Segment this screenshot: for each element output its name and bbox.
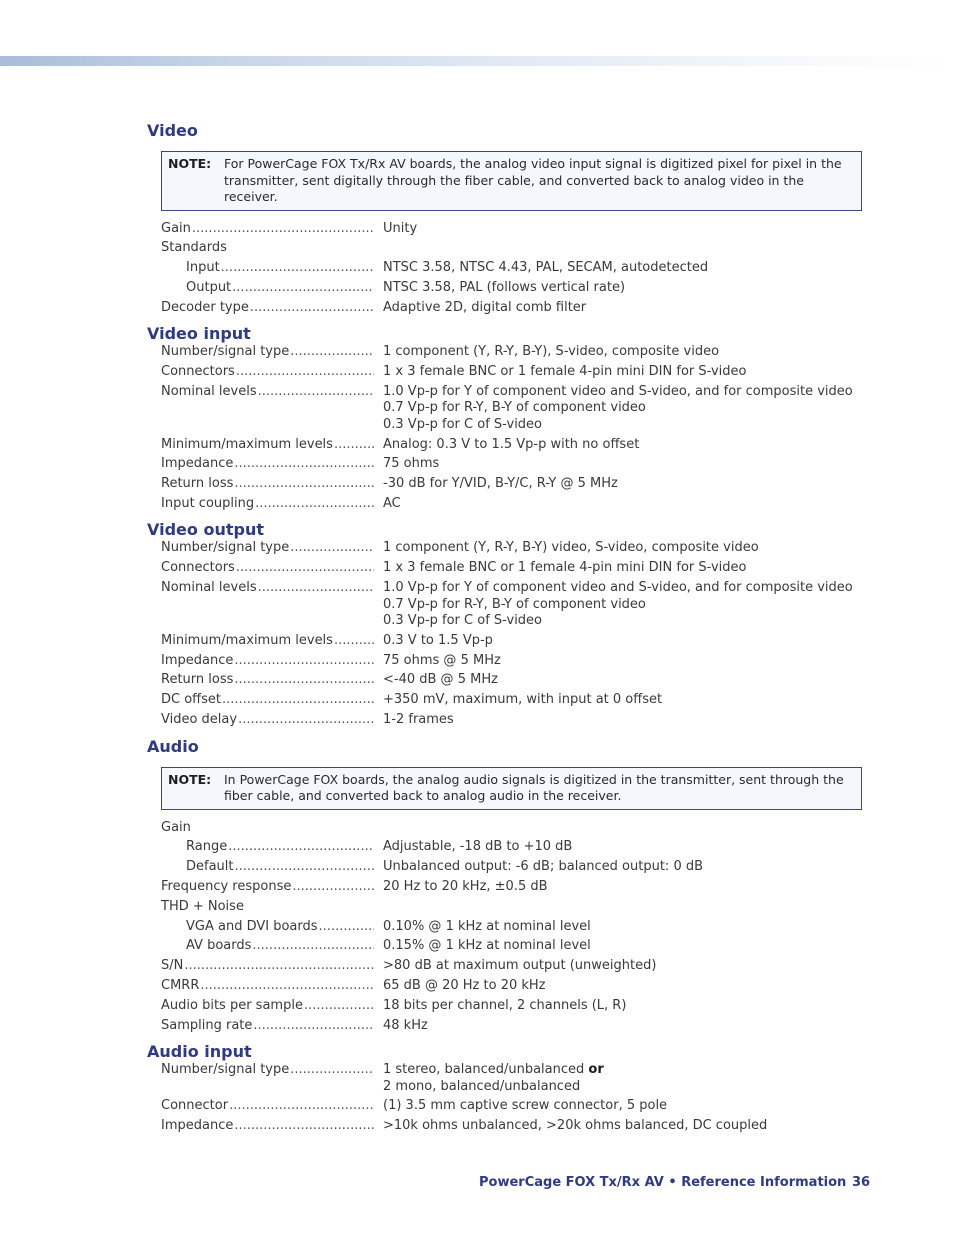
footer-doc-title: PowerCage FOX Tx/Rx AV • Reference Information: [479, 1175, 847, 1190]
spec-value-text: 0.15% @ 1 kHz at nominal level: [383, 938, 591, 954]
spec-row: [161, 1018, 867, 1035]
spec-value: [383, 221, 867, 238]
spec-value-text: -30 dB for Y/VID, B-Y/C, R-Y @ 5 MHz: [383, 476, 618, 492]
dot-leader: [334, 437, 374, 454]
spec-value-line: [383, 260, 867, 277]
spec-row: [161, 692, 867, 709]
spec-value-text: 1 x 3 female BNC or 1 female 4-pin mini DIN for S-video: [383, 363, 747, 379]
spec-value-line: [383, 633, 867, 650]
section-heading: Audio input: [147, 1042, 252, 1062]
spec-label: Frequency response: [161, 878, 292, 894]
spec-value-text: +350 mV, maximum, with input at 0 offset: [383, 692, 663, 708]
dot-leader: [200, 978, 374, 995]
spec-value-line: [383, 1062, 867, 1079]
spec-label-cell: [161, 1118, 383, 1135]
spec-row: [161, 919, 867, 936]
spec-row: [161, 978, 867, 995]
spec-label: S/N: [161, 958, 184, 974]
spec-label-cell: [161, 879, 383, 896]
spec-label: Number/signal type: [161, 540, 290, 556]
spec-value: [383, 633, 867, 650]
spec-label-cell: [161, 437, 383, 454]
note-label: NOTE:: [168, 156, 212, 171]
spec-value: [383, 1098, 867, 1115]
dot-leader: [229, 1098, 374, 1115]
spec-label: Connectors: [161, 560, 235, 576]
dot-leader: [234, 456, 374, 473]
spec-label-cell: [161, 540, 383, 557]
spec-row: [161, 998, 867, 1015]
spec-row: [161, 672, 867, 689]
spec-value-text: NTSC 3.58, PAL (follows vertical rate): [383, 279, 626, 295]
spec-value-text: 1.0 Vp-p for Y of component video and S-video, and for composite video: [383, 580, 853, 596]
spec-label-cell: [161, 384, 383, 434]
spec-row: [161, 540, 867, 557]
spec-value-line: [383, 580, 867, 597]
spec-label: Standards: [161, 240, 227, 256]
spec-value-line: [383, 998, 867, 1015]
spec-label-cell: [161, 260, 383, 277]
spec-label-cell: [161, 221, 383, 238]
spec-label: Impedance: [161, 652, 234, 668]
spec-row: [161, 260, 867, 277]
spec-label-cell: [161, 476, 383, 493]
spec-value-text: 2 mono, balanced/unbalanced: [383, 1078, 581, 1094]
spec-value: [383, 692, 867, 709]
dot-leader: [234, 653, 374, 670]
spec-value-text: 20 Hz to 20 kHz, ±0.5 dB: [383, 878, 548, 894]
spec-value: [383, 879, 867, 896]
spec-row: [161, 364, 867, 381]
spec-value: [383, 344, 867, 361]
spec-value: [383, 1018, 867, 1035]
spec-value: [383, 839, 867, 856]
dot-leader: [290, 540, 374, 557]
spec-value-text: 0.3 Vp-p for C of S-video: [383, 613, 543, 629]
spec-label: Decoder type: [161, 299, 249, 315]
spec-value-line: [383, 938, 867, 955]
spec-label: Minimum/maximum levels: [161, 436, 333, 452]
spec-value-line: [383, 560, 867, 577]
spec-value: [383, 476, 867, 493]
spec-value-line: [383, 476, 867, 493]
spec-row: [161, 221, 867, 238]
spec-value-line: [383, 958, 867, 975]
spec-value: [383, 580, 867, 630]
dot-leader: [255, 496, 374, 513]
spec-label-cell: [161, 692, 383, 709]
spec-value-text: 1 x 3 female BNC or 1 female 4-pin mini DIN for S-video: [383, 560, 747, 576]
dot-leader: [253, 1018, 374, 1035]
header-gradient-bar: [0, 56, 954, 66]
note-box: [161, 767, 862, 810]
spec-value-line: [383, 1018, 867, 1035]
spec-row: [161, 456, 867, 473]
dot-leader: [234, 1118, 374, 1135]
spec-row: [161, 496, 867, 513]
spec-label: CMRR: [161, 977, 200, 993]
dot-leader: [292, 879, 374, 896]
dot-leader: [290, 1062, 374, 1095]
dot-leader: [238, 712, 374, 729]
note-text: In PowerCage FOX boards, the analog audio signals is digitized in the transmitter, sent through the fiber cable, and converted back to analog audio in the receiver.: [224, 771, 844, 804]
spec-label: Return loss: [161, 476, 234, 492]
spec-label: Audio bits per sample: [161, 997, 303, 1013]
spec-value-line: [383, 653, 867, 670]
spec-row: [161, 344, 867, 361]
spec-label: AV boards: [186, 938, 252, 954]
spec-value-line: [383, 692, 867, 709]
spec-value: [383, 938, 867, 955]
spec-row: [161, 820, 867, 837]
spec-value-text: <-40 dB @ 5 MHz: [383, 672, 498, 688]
spec-value-line: [383, 400, 867, 417]
spec-value-text: 1.0 Vp-p for Y of component video and S-video, and for composite video: [383, 383, 853, 399]
page-number: 36: [852, 1175, 871, 1190]
spec-row: [161, 240, 867, 257]
dot-leader: [192, 221, 374, 238]
spec-value-text: >80 dB at maximum output (unweighted): [383, 958, 657, 974]
dot-leader: [221, 260, 374, 277]
spec-value-text: 1 stereo, balanced/unbalanced: [383, 1062, 585, 1078]
spec-value: [383, 280, 867, 297]
spec-row: [161, 476, 867, 493]
spec-value: [383, 1118, 867, 1135]
spec-list: [161, 221, 867, 317]
spec-value: [383, 1062, 867, 1095]
spec-value-line: [383, 613, 867, 630]
spec-row: [161, 1062, 867, 1095]
note-label: NOTE:: [168, 771, 212, 787]
spec-value: [383, 240, 867, 257]
spec-value: [383, 653, 867, 670]
spec-label: Impedance: [161, 456, 234, 472]
spec-label-cell: [161, 560, 383, 577]
spec-value-line: [383, 879, 867, 896]
spec-label-cell: [161, 496, 383, 513]
spec-label: Sampling rate: [161, 1017, 253, 1033]
spec-value: [383, 300, 867, 317]
spec-value: [383, 958, 867, 975]
dot-leader: [334, 633, 374, 650]
section-heading: Video: [147, 121, 198, 140]
spec-label: Nominal levels: [161, 383, 257, 399]
spec-value: [383, 560, 867, 577]
spec-value-line: [383, 597, 867, 614]
spec-row: [161, 633, 867, 650]
spec-value-line: [383, 712, 867, 729]
note-box: [161, 151, 862, 211]
spec-label-cell: [161, 712, 383, 729]
spec-value-text: 1-2 frames: [383, 712, 454, 728]
spec-label-cell: [161, 1018, 383, 1035]
spec-value-text: 1 component (Y, R-Y, B-Y), S-video, composite video: [383, 344, 720, 360]
spec-label: Input coupling: [161, 495, 255, 511]
spec-value: [383, 496, 867, 513]
spec-label: Connector: [161, 1098, 229, 1114]
spec-value: [383, 820, 867, 837]
spec-row: [161, 300, 867, 317]
spec-row: [161, 437, 867, 454]
spec-label: VGA and DVI boards: [186, 918, 318, 934]
spec-value-line: [383, 839, 867, 856]
spec-value: [383, 437, 867, 454]
dot-leader: [236, 560, 374, 577]
spec-value: [383, 540, 867, 557]
spec-value-text: 65 dB @ 20 Hz to 20 kHz: [383, 977, 546, 993]
dot-leader: [235, 859, 375, 876]
dot-leader: [250, 300, 374, 317]
spec-value-line: [383, 300, 867, 317]
spec-label-cell: [161, 1062, 383, 1095]
spec-label: Impedance: [161, 1118, 234, 1134]
spec-value-emphasis: or: [588, 1062, 604, 1078]
spec-label-cell: [161, 240, 383, 257]
dot-leader: [222, 692, 374, 709]
spec-value-text: 18 bits per channel, 2 channels (L, R): [383, 997, 627, 1013]
spec-content: [147, 118, 867, 1138]
spec-value-line: [383, 672, 867, 689]
spec-label: THD + Noise: [161, 898, 244, 914]
spec-label-cell: [161, 839, 383, 856]
spec-label-cell: [161, 280, 383, 297]
spec-label-cell: [161, 978, 383, 995]
spec-value-text: Unbalanced output: -6 dB; balanced output: 0 dB: [383, 859, 704, 875]
spec-row: [161, 839, 867, 856]
spec-row: [161, 384, 867, 434]
spec-value-text: 75 ohms: [383, 456, 440, 472]
spec-value: [383, 712, 867, 729]
spec-label-cell: [161, 820, 383, 837]
spec-value-text: 0.7 Vp-p for R-Y, B-Y of component video: [383, 596, 646, 612]
spec-value-line: [383, 540, 867, 557]
spec-value: [383, 672, 867, 689]
spec-value-line: [383, 417, 867, 434]
spec-value-text: 0.3 V to 1.5 Vp-p: [383, 632, 493, 648]
spec-row: [161, 280, 867, 297]
spec-value-text: >10k ohms unbalanced, >20k ohms balanced, DC coupled: [383, 1118, 768, 1134]
spec-value-line: [383, 456, 867, 473]
spec-label-cell: [161, 938, 383, 955]
spec-label-cell: [161, 958, 383, 975]
spec-value: [383, 899, 867, 916]
spec-value-text: 0.10% @ 1 kHz at nominal level: [383, 918, 591, 934]
spec-value-text: 75 ohms @ 5 MHz: [383, 652, 501, 668]
spec-label: Range: [186, 839, 228, 855]
spec-list: [161, 820, 867, 1034]
dot-leader: [232, 280, 374, 297]
spec-value-line: [383, 859, 867, 876]
spec-row: [161, 899, 867, 916]
spec-label-cell: [161, 998, 383, 1015]
spec-label: Gain: [161, 220, 191, 236]
section-heading: Video output: [147, 520, 264, 540]
spec-value-text: Adjustable, -18 dB to +10 dB: [383, 839, 573, 855]
spec-value-line: [383, 1098, 867, 1115]
spec-label-cell: [161, 580, 383, 630]
spec-value-line: [383, 364, 867, 381]
spec-value-text: 1 component (Y, R-Y, B-Y) video, S-video, composite video: [383, 540, 759, 556]
spec-value-text: (1) 3.5 mm captive screw connector, 5 pole: [383, 1098, 668, 1114]
spec-value-text: Unity: [383, 220, 418, 236]
section-heading: Video input: [147, 324, 251, 344]
spec-value-line: [383, 978, 867, 995]
spec-value-text: AC: [383, 495, 401, 511]
spec-value-text: NTSC 3.58, NTSC 4.43, PAL, SECAM, autodetected: [383, 260, 709, 276]
spec-value-text: Adaptive 2D, digital comb filter: [383, 299, 587, 315]
spec-label: Video delay: [161, 712, 238, 728]
spec-value-line: [383, 280, 867, 297]
spec-label-cell: [161, 300, 383, 317]
spec-label-cell: [161, 456, 383, 473]
dot-leader: [258, 580, 374, 630]
dot-leader: [234, 476, 374, 493]
spec-value-line: [383, 1079, 867, 1096]
dot-leader: [258, 384, 374, 434]
spec-value: [383, 456, 867, 473]
spec-value: [383, 998, 867, 1015]
spec-row: [161, 958, 867, 975]
dot-leader: [234, 672, 374, 689]
spec-value: [383, 384, 867, 434]
spec-value: [383, 919, 867, 936]
spec-label: Return loss: [161, 672, 234, 688]
spec-value-line: [383, 384, 867, 401]
spec-label-cell: [161, 364, 383, 381]
spec-row: [161, 879, 867, 896]
note-text: For PowerCage FOX Tx/Rx AV boards, the analog video input signal is digitized pixel for pixel in the transmitter, sent digitally through the fiber cable, and converted back to analog video in the receiver.: [224, 156, 842, 204]
spec-row: [161, 938, 867, 955]
spec-label-cell: [161, 653, 383, 670]
dot-leader: [290, 344, 374, 361]
spec-row: [161, 712, 867, 729]
spec-label-cell: [161, 919, 383, 936]
dot-leader: [252, 938, 374, 955]
spec-list: [161, 540, 867, 728]
spec-label-cell: [161, 859, 383, 876]
spec-row: [161, 560, 867, 577]
dot-leader: [319, 919, 374, 936]
spec-value: [383, 364, 867, 381]
spec-label: Nominal levels: [161, 580, 257, 596]
spec-row: [161, 1098, 867, 1115]
spec-label: Number/signal type: [161, 1062, 290, 1078]
spec-value-text: 0.3 Vp-p for C of S-video: [383, 416, 543, 432]
dot-leader: [228, 839, 374, 856]
spec-value-line: [383, 437, 867, 454]
spec-value: [383, 859, 867, 876]
section-heading: Audio: [147, 736, 199, 756]
spec-label-cell: [161, 672, 383, 689]
spec-label: Gain: [161, 819, 191, 835]
spec-value: [383, 260, 867, 277]
spec-value-text: 48 kHz: [383, 1017, 428, 1033]
spec-value-text: Analog: 0.3 V to 1.5 Vp-p with no offset: [383, 436, 640, 452]
spec-label: Default: [186, 859, 234, 875]
spec-row: [161, 859, 867, 876]
spec-value-line: [383, 496, 867, 513]
dot-leader: [236, 364, 374, 381]
spec-row: [161, 1118, 867, 1135]
spec-label-cell: [161, 899, 383, 916]
spec-label: Output: [186, 279, 232, 295]
spec-label-cell: [161, 344, 383, 361]
spec-label: DC offset: [161, 692, 221, 708]
spec-value-line: [383, 221, 867, 238]
spec-value-line: [383, 919, 867, 936]
spec-list: [161, 344, 867, 512]
spec-list: [161, 1062, 867, 1135]
spec-value-text: 0.7 Vp-p for R-Y, B-Y of component video: [383, 400, 646, 416]
spec-label: Input: [186, 260, 220, 276]
spec-label-cell: [161, 1098, 383, 1115]
spec-row: [161, 580, 867, 630]
dot-leader: [184, 958, 374, 975]
spec-value: [383, 978, 867, 995]
spec-row: [161, 653, 867, 670]
spec-label: Connectors: [161, 363, 235, 379]
spec-label-cell: [161, 633, 383, 650]
spec-value-line: [383, 344, 867, 361]
spec-value-line: [383, 1118, 867, 1135]
spec-label: Minimum/maximum levels: [161, 632, 333, 648]
dot-leader: [304, 998, 374, 1015]
spec-label: Number/signal type: [161, 344, 290, 360]
